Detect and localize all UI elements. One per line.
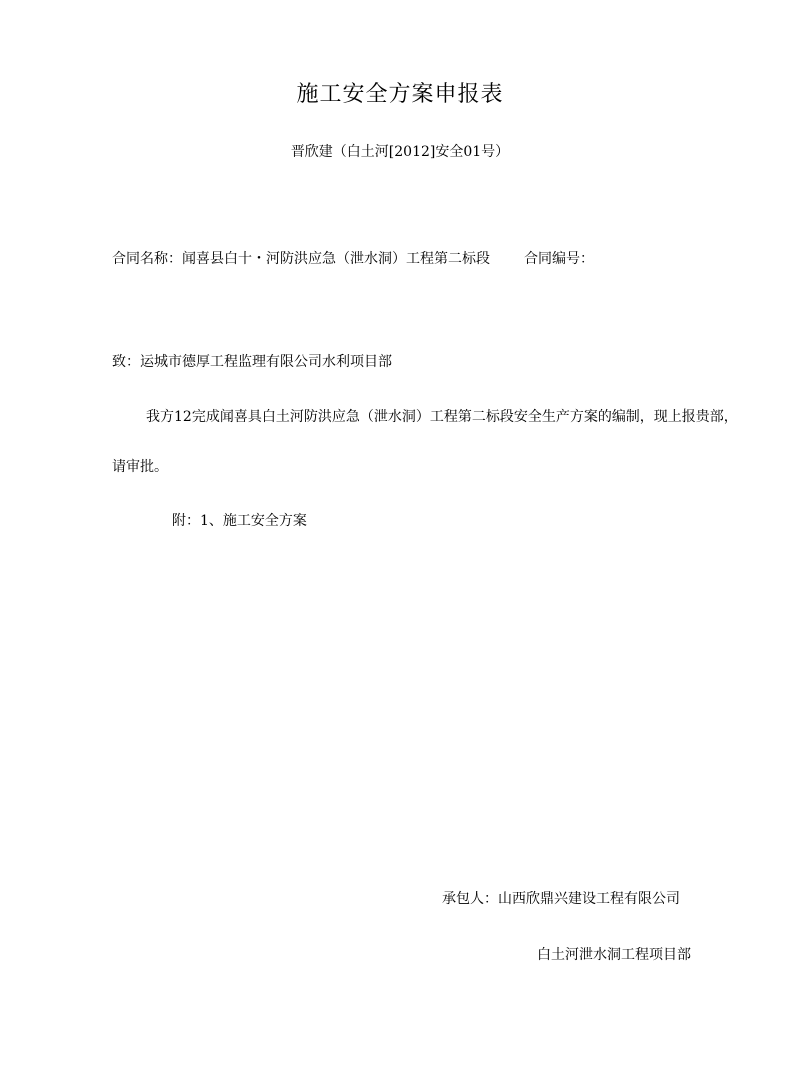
contract-number: 合同编号： <box>524 251 594 267</box>
document-title: 施工安全方案申报表 <box>296 82 504 107</box>
contract-name: 合同名称：闻喜县白十・河防洪应急（泄水洞）工程第二标段 <box>112 251 490 267</box>
document-number: 晋欣建（白土河[2012]安全01号） <box>290 144 510 160</box>
recipient-line: 致：运城市德厚工程监理有限公司水利项目部 <box>112 354 392 370</box>
body-paragraph-line-1: 我方12完成闻喜具白土河防洪应急（泄水洞）工程第二标段安全生产方案的编制，现上报贵部， <box>146 409 738 425</box>
contractor-signature: 承包人：山西欣鼎兴建设工程有限公司 <box>442 891 680 907</box>
body-paragraph-line-2: 请审批。 <box>112 459 168 475</box>
project-department: 白土河泄水洞工程项目部 <box>537 947 691 963</box>
attachment-line: 附：1、施工安全方案 <box>172 513 307 529</box>
